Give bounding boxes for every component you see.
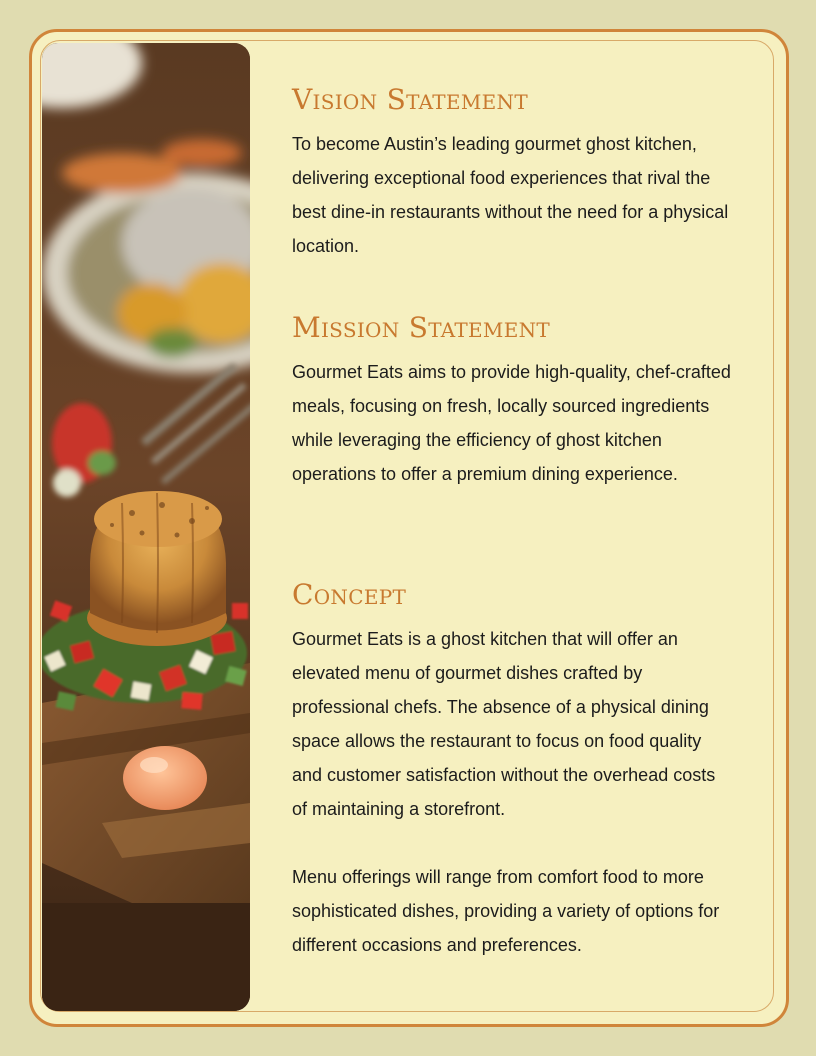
- vision-body: To become Austin’s leading gourmet ghost kitchen, delivering exceptional food experiences that rival the best dine-in restaurants without the need for a physical location.: [292, 134, 729, 256]
- mission-body: Gourmet Eats aims to provide high-quality, chef-crafted meals, focusing on fresh, locally sourced ingredients while leveraging the efficiency of ghost kitchen operations to offer a premium dining experience.: [292, 362, 731, 484]
- menu-offerings-body: Menu offerings will range from comfort food to more sophisticated dishes, providing a variety of options for different occasions and preferences.: [292, 867, 720, 955]
- mission-heading: Mission Statement: [292, 311, 551, 344]
- vision-heading: Vision Statement: [292, 83, 528, 116]
- concept-body: Gourmet Eats is a ghost kitchen that will offer an elevated menu of gourmet dishes crafted by professional chefs. The absence of a physical dining space allows the restaurant to focus on food quality and customer satisfaction without the overhead costs of maintaining a storefront.: [292, 629, 716, 819]
- concept-heading: Concept: [292, 578, 407, 611]
- food-photo: [42, 43, 250, 1011]
